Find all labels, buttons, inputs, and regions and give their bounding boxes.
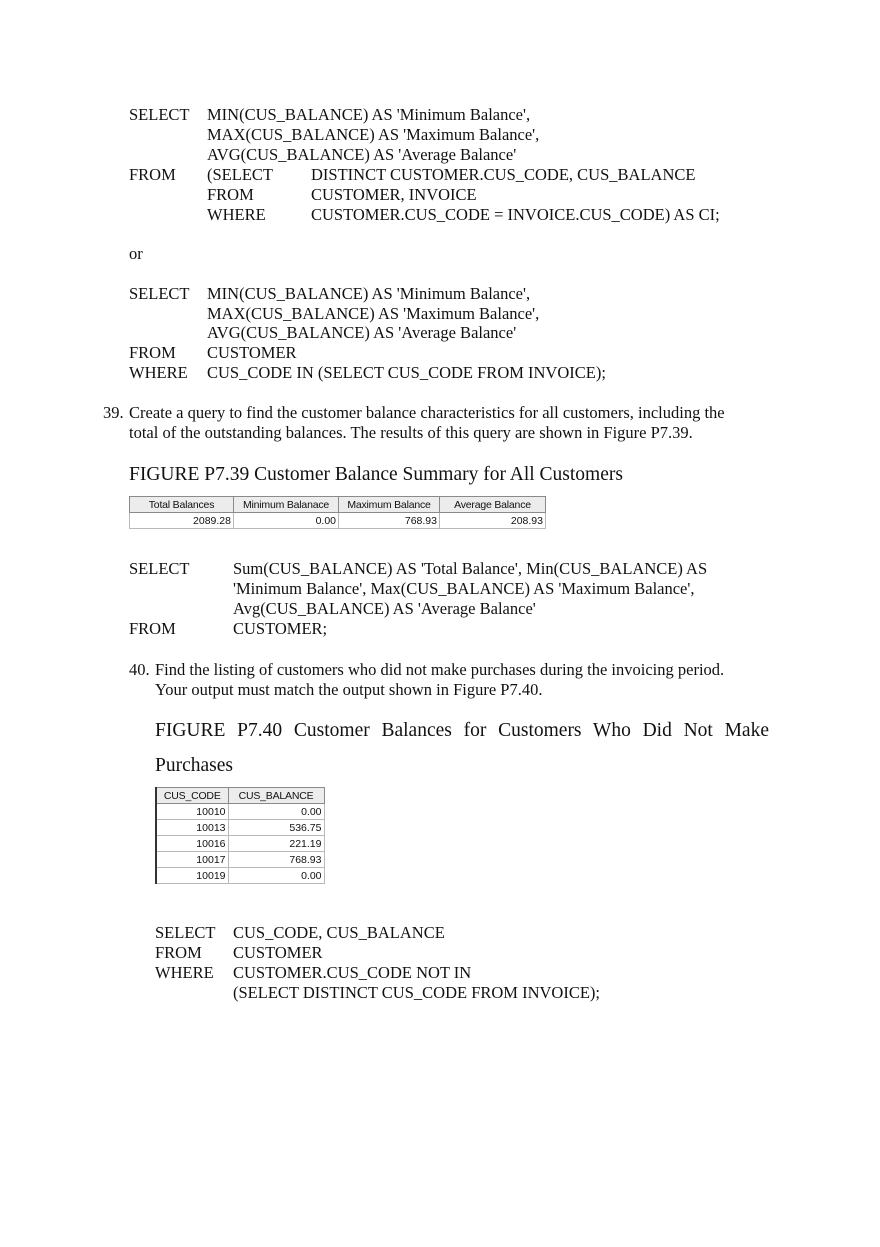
sql-select-line-3: AVG(CUS_BALANCE) AS 'Average Balance' [207, 323, 517, 342]
sql-subquery-from: CUSTOMER, INVOICE [311, 185, 477, 204]
question-40-text-line-1: Find the listing of customers who did not make purchases during the invoicing period. [155, 660, 725, 679]
cell-cus-balance: 0.00 [228, 804, 324, 820]
table-row [156, 852, 324, 868]
sql-keyword-from: FROM [129, 343, 176, 362]
question-number-40: 40. [129, 660, 150, 679]
cell-minimum-balance: 0.00 [234, 513, 339, 529]
sql-keyword-select: SELECT [155, 923, 216, 942]
sql-where-value: CUS_CODE IN (SELECT CUS_CODE FROM INVOICE); [207, 363, 606, 382]
figure-p7-39-title: FIGURE P7.39 Customer Balance Summary for All Customers [129, 464, 623, 485]
sql-subquery-select: DISTINCT CUSTOMER.CUS_CODE, CUS_BALANCE [311, 165, 696, 184]
sql-select-line-1: MIN(CUS_BALANCE) AS 'Minimum Balance', [207, 284, 531, 303]
cell-average-balance: 208.93 [440, 513, 546, 529]
sql-keyword-from: FROM [129, 165, 176, 184]
column-header-maximum-balance: Maximum Balance [339, 497, 440, 513]
column-header-cus-code: CUS_CODE [156, 788, 228, 804]
sql-subquery-where-keyword: WHERE [207, 205, 266, 224]
sql-where-line-2: (SELECT DISTINCT CUS_CODE FROM INVOICE); [233, 983, 600, 1002]
cell-maximum-balance: 768.93 [339, 513, 440, 529]
column-header-average-balance: Average Balance [440, 497, 546, 513]
sql-where-line-1: CUSTOMER.CUS_CODE NOT IN [233, 963, 472, 982]
figure-p7-40-title-line-2: Purchases [155, 755, 233, 776]
sql-keyword-where: WHERE [129, 363, 188, 382]
cell-cus-code: 10017 [156, 852, 228, 868]
sql-line-2: 'Minimum Balance', Max(CUS_BALANCE) AS 'Maximum Balance', [233, 579, 695, 598]
cell-cus-balance: 536.75 [228, 820, 324, 836]
sql-select-line-2: MAX(CUS_BALANCE) AS 'Maximum Balance', [207, 304, 540, 323]
sql-from-value: CUSTOMER [207, 343, 297, 362]
cell-total-balances: 2089.28 [130, 513, 234, 529]
cell-cus-code: 10010 [156, 804, 228, 820]
question-number-39: 39. [103, 403, 124, 422]
sql-keyword-where: WHERE [155, 963, 214, 982]
sql-select-line-1: MIN(CUS_BALANCE) AS 'Minimum Balance', [207, 105, 531, 124]
cell-cus-balance: 221.19 [228, 836, 324, 852]
column-header-total-balances: Total Balances [130, 497, 234, 513]
question-39-text-line-2: total of the outstanding balances. The results of this query are shown in Figure P7.39. [129, 423, 693, 442]
figure-p7-40-title-line-1: FIGURE P7.40 Customer Balances for Customers Who Did Not Make [155, 720, 769, 741]
cell-cus-code: 10013 [156, 820, 228, 836]
sql-subquery-from-keyword: FROM [207, 185, 254, 204]
sql-from-value: CUSTOMER; [233, 619, 328, 638]
table-row [156, 820, 324, 836]
question-40-text-line-2: Your output must match the output shown in Figure P7.40. [155, 680, 543, 699]
cell-cus-code: 10019 [156, 868, 228, 884]
column-header-cus-balance: CUS_BALANCE [228, 788, 324, 804]
table-row [156, 836, 324, 852]
sql-select-line-2: MAX(CUS_BALANCE) AS 'Maximum Balance', [207, 125, 540, 144]
sql-from-value: CUSTOMER [233, 943, 323, 962]
table-row [156, 804, 324, 820]
sql-subquery-where: CUSTOMER.CUS_CODE = INVOICE.CUS_CODE) AS CI; [311, 205, 720, 224]
sql-keyword-select: SELECT [129, 284, 190, 303]
table-row [130, 513, 546, 529]
question-39-text-line-1: Create a query to find the customer balance characteristics for all customers, including the [129, 403, 725, 422]
table-row [156, 868, 324, 884]
figure-p7-40-table [155, 787, 325, 884]
or-separator: or [129, 244, 143, 263]
sql-line-1: Sum(CUS_BALANCE) AS 'Total Balance', Min(CUS_BALANCE) AS [233, 559, 708, 578]
sql-select-line-3: AVG(CUS_BALANCE) AS 'Average Balance' [207, 145, 517, 164]
sql-keyword-from: FROM [155, 943, 202, 962]
column-header-minimum-balance: Minimum Balanace [234, 497, 339, 513]
cell-cus-balance: 768.93 [228, 852, 324, 868]
sql-keyword-from: FROM [129, 619, 176, 638]
sql-line-3: Avg(CUS_BALANCE) AS 'Average Balance' [233, 599, 536, 618]
cell-cus-code: 10016 [156, 836, 228, 852]
figure-p7-39-table [129, 496, 546, 529]
sql-keyword-select: SELECT [129, 559, 190, 578]
sql-keyword-select: SELECT [129, 105, 190, 124]
sql-subquery-open: (SELECT [207, 165, 273, 184]
cell-cus-balance: 0.00 [228, 868, 324, 884]
sql-select-value: CUS_CODE, CUS_BALANCE [233, 923, 445, 942]
